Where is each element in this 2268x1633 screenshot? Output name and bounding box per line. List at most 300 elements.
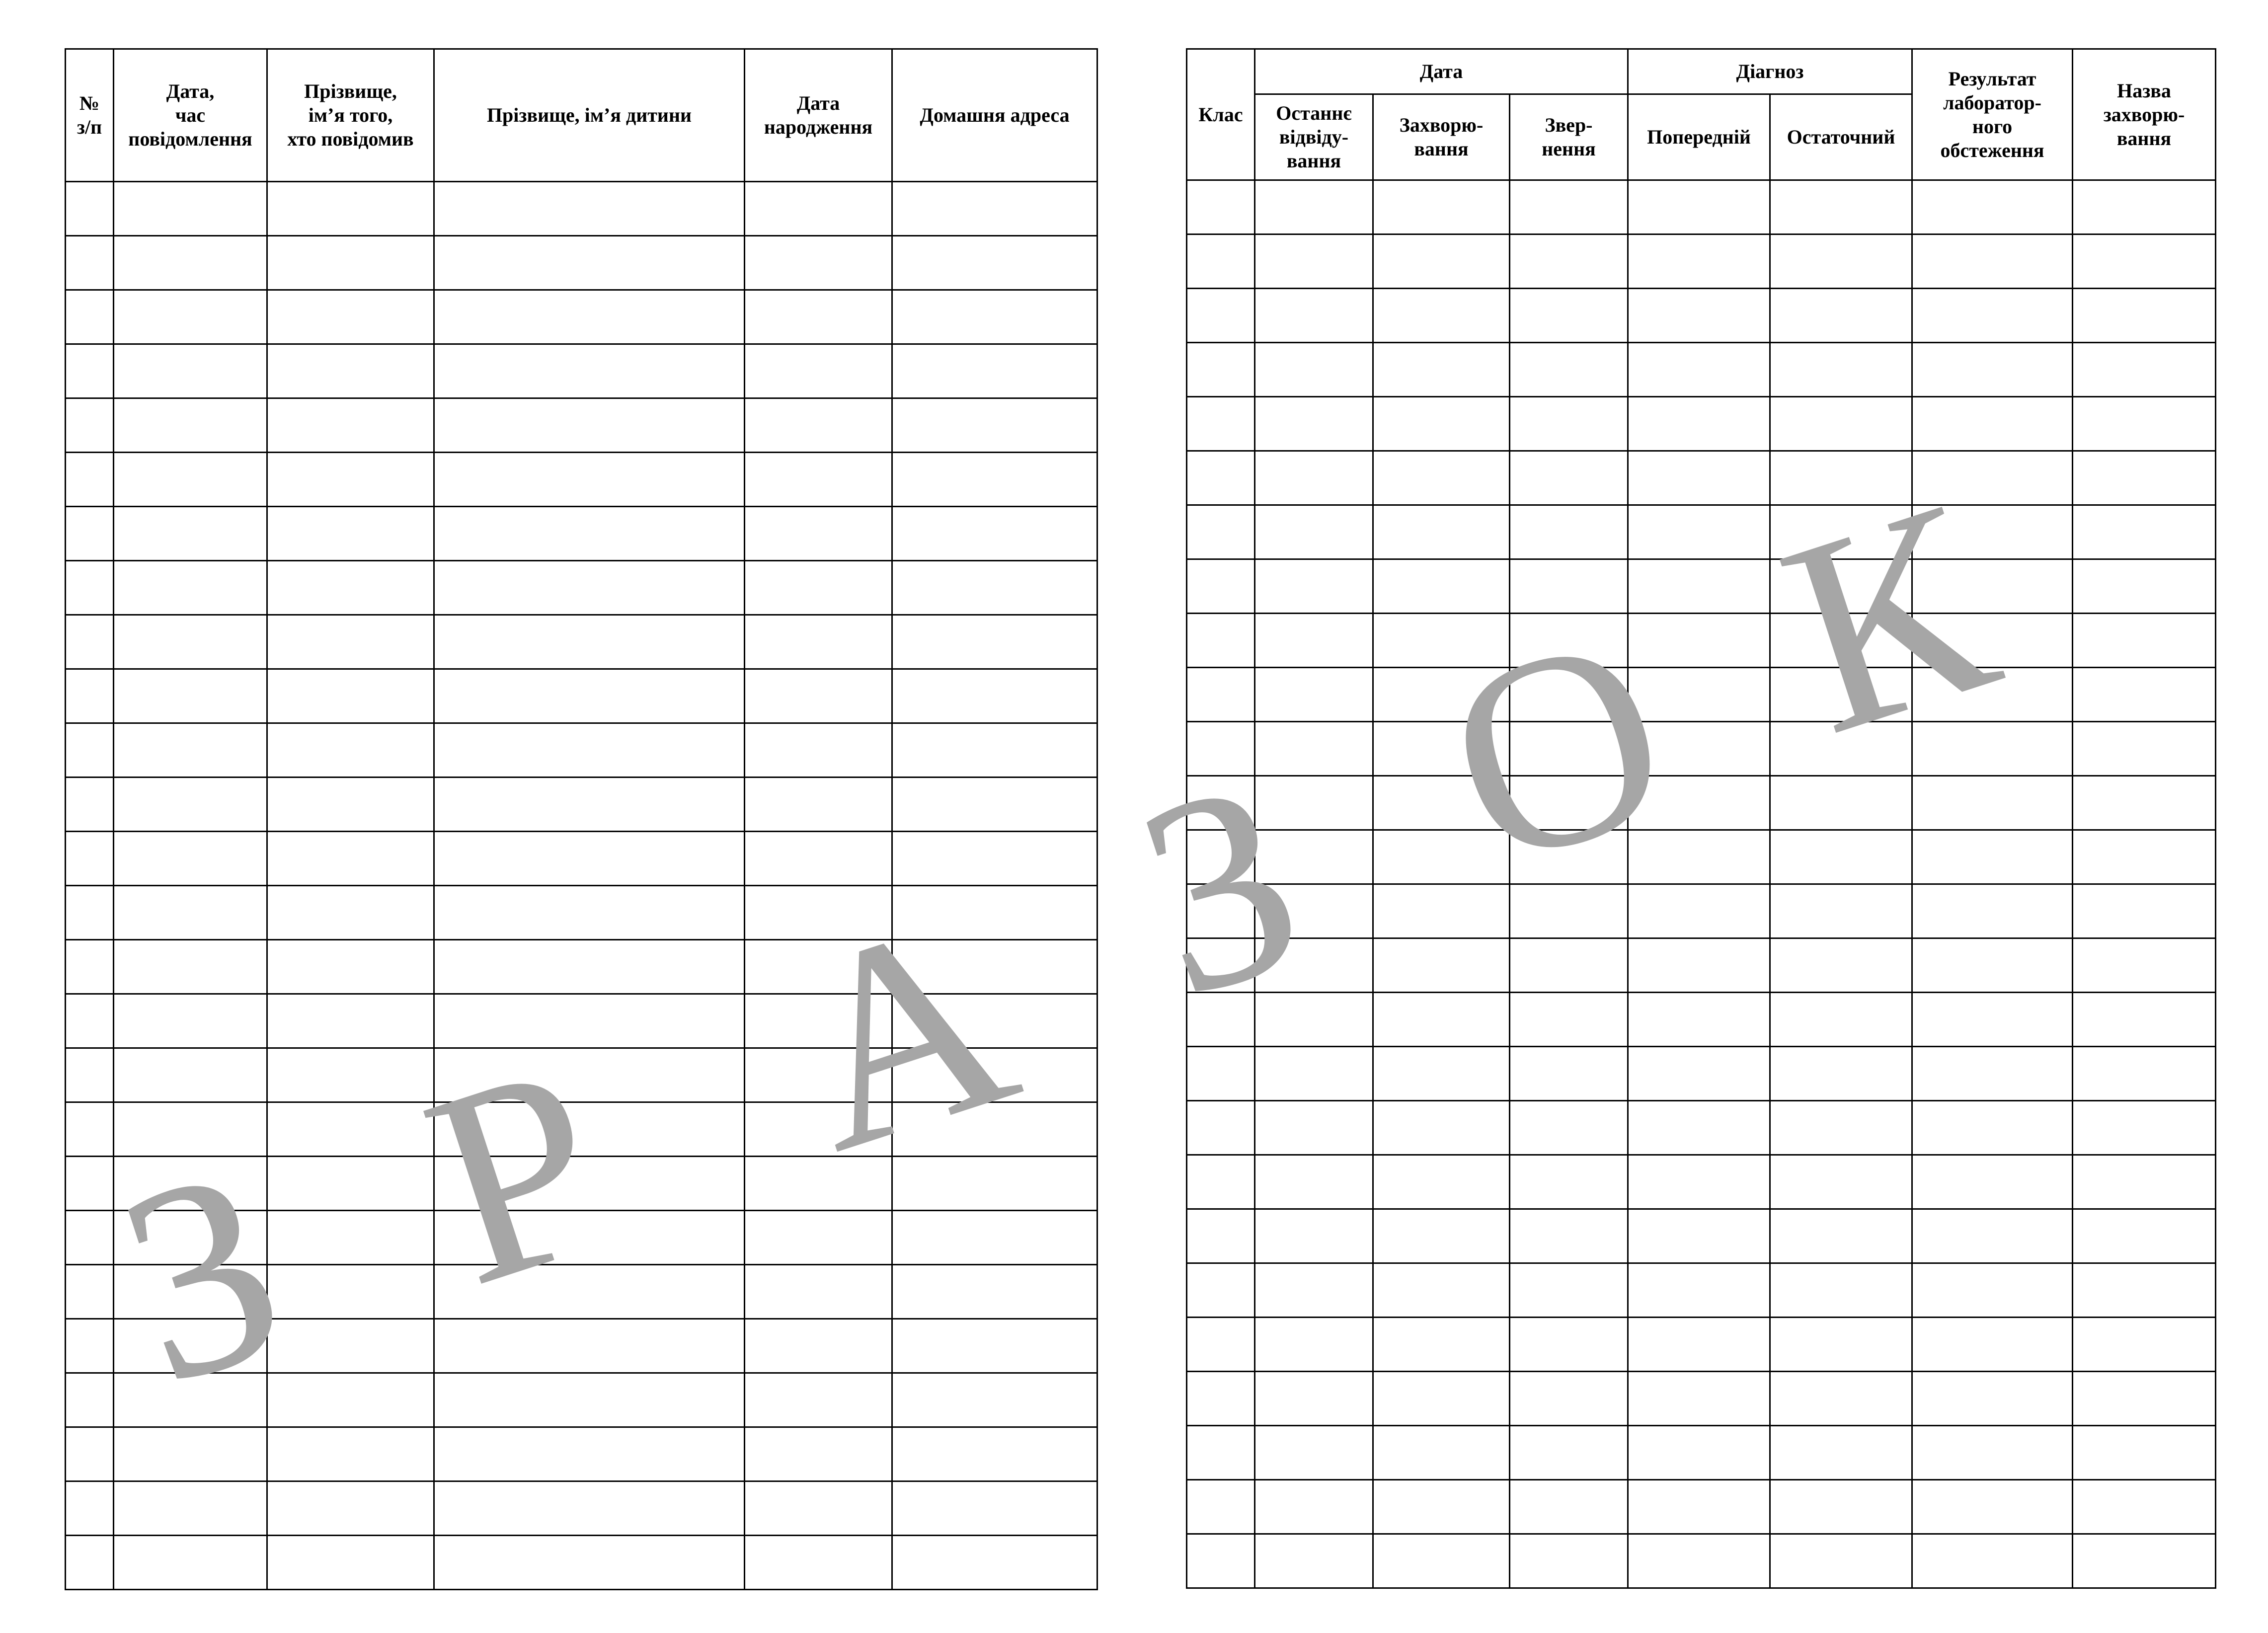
- table-cell[interactable]: [434, 236, 745, 290]
- table-cell[interactable]: [1628, 830, 1770, 884]
- table-cell[interactable]: [267, 615, 434, 669]
- table-cell[interactable]: [1628, 614, 1770, 668]
- table-cell[interactable]: [1912, 397, 2073, 451]
- table-cell[interactable]: [1770, 234, 1912, 289]
- table-cell[interactable]: [1912, 884, 2073, 938]
- table-cell[interactable]: [1255, 289, 1373, 343]
- table-cell[interactable]: [1628, 722, 1770, 776]
- table-cell[interactable]: [66, 778, 114, 832]
- table-cell[interactable]: [2073, 1318, 2216, 1372]
- table-cell[interactable]: [114, 1211, 267, 1265]
- table-cell[interactable]: [1912, 1318, 2073, 1372]
- table-cell[interactable]: [267, 669, 434, 723]
- table-cell[interactable]: [745, 940, 892, 994]
- table-cell[interactable]: [1373, 614, 1510, 668]
- table-cell[interactable]: [1510, 993, 1628, 1047]
- table-cell[interactable]: [1770, 830, 1912, 884]
- table-cell[interactable]: [1187, 180, 1255, 234]
- table-cell[interactable]: [745, 778, 892, 832]
- table-cell[interactable]: [2073, 289, 2216, 343]
- table-cell[interactable]: [1770, 559, 1912, 614]
- table-cell[interactable]: [1628, 451, 1770, 505]
- table-cell[interactable]: [1187, 397, 1255, 451]
- table-cell[interactable]: [745, 1536, 892, 1590]
- table-cell[interactable]: [1255, 1047, 1373, 1101]
- table-cell[interactable]: [745, 236, 892, 290]
- table-cell[interactable]: [1373, 993, 1510, 1047]
- table-cell[interactable]: [66, 1211, 114, 1265]
- table-cell[interactable]: [1770, 722, 1912, 776]
- table-cell[interactable]: [434, 1319, 745, 1373]
- table-cell[interactable]: [1255, 776, 1373, 830]
- table-cell[interactable]: [66, 453, 114, 507]
- table-cell[interactable]: [1255, 505, 1373, 559]
- table-cell[interactable]: [267, 1211, 434, 1265]
- table-cell[interactable]: [1628, 180, 1770, 234]
- table-cell[interactable]: [892, 344, 1097, 398]
- table-cell[interactable]: [1628, 884, 1770, 938]
- table-cell[interactable]: [1187, 289, 1255, 343]
- table-cell[interactable]: [1255, 993, 1373, 1047]
- table-cell[interactable]: [745, 886, 892, 940]
- table-cell[interactable]: [1187, 1263, 1255, 1318]
- table-cell[interactable]: [1912, 830, 2073, 884]
- table-cell[interactable]: [434, 561, 745, 615]
- table-cell[interactable]: [892, 1102, 1097, 1157]
- table-cell[interactable]: [1373, 1426, 1510, 1480]
- table-cell[interactable]: [1770, 505, 1912, 559]
- table-cell[interactable]: [1912, 180, 2073, 234]
- table-cell[interactable]: [1373, 1209, 1510, 1263]
- table-cell[interactable]: [892, 1211, 1097, 1265]
- table-cell[interactable]: [1628, 776, 1770, 830]
- table-cell[interactable]: [434, 1481, 745, 1536]
- table-cell[interactable]: [1255, 1155, 1373, 1209]
- table-cell[interactable]: [1510, 668, 1628, 722]
- table-cell[interactable]: [267, 1373, 434, 1427]
- table-cell[interactable]: [1510, 1426, 1628, 1480]
- table-cell[interactable]: [1510, 1534, 1628, 1588]
- table-cell[interactable]: [1912, 343, 2073, 397]
- table-cell[interactable]: [1373, 1318, 1510, 1372]
- table-cell[interactable]: [267, 1319, 434, 1373]
- table-cell[interactable]: [434, 1157, 745, 1211]
- table-cell[interactable]: [2073, 1372, 2216, 1426]
- table-cell[interactable]: [892, 1048, 1097, 1102]
- table-cell[interactable]: [1255, 1426, 1373, 1480]
- table-cell[interactable]: [745, 507, 892, 561]
- table-cell[interactable]: [1510, 938, 1628, 993]
- table-cell[interactable]: [2073, 614, 2216, 668]
- table-cell[interactable]: [1628, 289, 1770, 343]
- table-cell[interactable]: [1770, 993, 1912, 1047]
- table-cell[interactable]: [434, 453, 745, 507]
- table-cell[interactable]: [1187, 1155, 1255, 1209]
- table-cell[interactable]: [892, 561, 1097, 615]
- table-cell[interactable]: [114, 1481, 267, 1536]
- table-cell[interactable]: [1628, 1155, 1770, 1209]
- table-cell[interactable]: [267, 453, 434, 507]
- table-cell[interactable]: [1510, 776, 1628, 830]
- table-cell[interactable]: [1373, 1101, 1510, 1155]
- table-cell[interactable]: [1187, 614, 1255, 668]
- table-cell[interactable]: [1628, 559, 1770, 614]
- table-cell[interactable]: [745, 615, 892, 669]
- table-cell[interactable]: [2073, 1263, 2216, 1318]
- table-cell[interactable]: [1628, 1426, 1770, 1480]
- table-cell[interactable]: [1770, 668, 1912, 722]
- table-cell[interactable]: [267, 940, 434, 994]
- table-cell[interactable]: [1510, 505, 1628, 559]
- table-cell[interactable]: [1628, 1372, 1770, 1426]
- table-cell[interactable]: [1912, 938, 2073, 993]
- table-cell[interactable]: [434, 1102, 745, 1157]
- table-cell[interactable]: [1912, 1209, 2073, 1263]
- table-cell[interactable]: [1373, 830, 1510, 884]
- table-cell[interactable]: [66, 236, 114, 290]
- table-cell[interactable]: [1770, 289, 1912, 343]
- table-cell[interactable]: [745, 1319, 892, 1373]
- table-cell[interactable]: [1912, 289, 2073, 343]
- table-cell[interactable]: [114, 236, 267, 290]
- table-cell[interactable]: [1255, 1263, 1373, 1318]
- table-cell[interactable]: [114, 994, 267, 1048]
- table-cell[interactable]: [267, 182, 434, 236]
- table-cell[interactable]: [267, 1157, 434, 1211]
- table-cell[interactable]: [1770, 397, 1912, 451]
- table-cell[interactable]: [745, 182, 892, 236]
- table-cell[interactable]: [2073, 397, 2216, 451]
- table-cell[interactable]: [1510, 722, 1628, 776]
- table-cell[interactable]: [1373, 722, 1510, 776]
- table-cell[interactable]: [1912, 234, 2073, 289]
- table-cell[interactable]: [745, 723, 892, 778]
- table-cell[interactable]: [1187, 1426, 1255, 1480]
- table-cell[interactable]: [66, 1048, 114, 1102]
- table-cell[interactable]: [1770, 1318, 1912, 1372]
- table-cell[interactable]: [1510, 1318, 1628, 1372]
- table-cell[interactable]: [1628, 1101, 1770, 1155]
- table-cell[interactable]: [267, 1481, 434, 1536]
- table-cell[interactable]: [745, 561, 892, 615]
- table-cell[interactable]: [745, 1427, 892, 1481]
- table-cell[interactable]: [1770, 614, 1912, 668]
- table-cell[interactable]: [1770, 1155, 1912, 1209]
- table-cell[interactable]: [745, 1102, 892, 1157]
- table-cell[interactable]: [1255, 668, 1373, 722]
- table-cell[interactable]: [434, 615, 745, 669]
- table-cell[interactable]: [1912, 451, 2073, 505]
- table-cell[interactable]: [1770, 884, 1912, 938]
- table-cell[interactable]: [2073, 722, 2216, 776]
- table-cell[interactable]: [1255, 343, 1373, 397]
- table-cell[interactable]: [745, 1265, 892, 1319]
- table-cell[interactable]: [267, 1048, 434, 1102]
- table-cell[interactable]: [1510, 180, 1628, 234]
- table-cell[interactable]: [1510, 1101, 1628, 1155]
- table-cell[interactable]: [1373, 938, 1510, 993]
- table-cell[interactable]: [745, 1481, 892, 1536]
- table-cell[interactable]: [2073, 451, 2216, 505]
- table-cell[interactable]: [745, 1211, 892, 1265]
- table-cell[interactable]: [1187, 776, 1255, 830]
- table-cell[interactable]: [1187, 722, 1255, 776]
- table-cell[interactable]: [745, 1373, 892, 1427]
- table-cell[interactable]: [892, 778, 1097, 832]
- table-cell[interactable]: [2073, 180, 2216, 234]
- table-cell[interactable]: [2073, 1534, 2216, 1588]
- table-cell[interactable]: [66, 723, 114, 778]
- table-cell[interactable]: [114, 344, 267, 398]
- table-cell[interactable]: [267, 344, 434, 398]
- table-cell[interactable]: [1373, 776, 1510, 830]
- table-cell[interactable]: [892, 615, 1097, 669]
- table-cell[interactable]: [66, 344, 114, 398]
- table-cell[interactable]: [434, 398, 745, 453]
- table-cell[interactable]: [434, 1427, 745, 1481]
- table-cell[interactable]: [267, 886, 434, 940]
- table-cell[interactable]: [892, 832, 1097, 886]
- table-cell[interactable]: [1187, 1209, 1255, 1263]
- table-cell[interactable]: [66, 669, 114, 723]
- table-cell[interactable]: [1770, 343, 1912, 397]
- table-cell[interactable]: [114, 398, 267, 453]
- table-cell[interactable]: [1770, 1480, 1912, 1534]
- table-cell[interactable]: [2073, 1155, 2216, 1209]
- table-cell[interactable]: [114, 615, 267, 669]
- table-cell[interactable]: [1187, 1372, 1255, 1426]
- table-cell[interactable]: [434, 1048, 745, 1102]
- table-cell[interactable]: [1187, 993, 1255, 1047]
- table-cell[interactable]: [1255, 614, 1373, 668]
- table-cell[interactable]: [2073, 343, 2216, 397]
- table-cell[interactable]: [1373, 451, 1510, 505]
- table-cell[interactable]: [1628, 1047, 1770, 1101]
- table-cell[interactable]: [1255, 938, 1373, 993]
- table-cell[interactable]: [66, 1265, 114, 1319]
- table-cell[interactable]: [267, 561, 434, 615]
- table-cell[interactable]: [1912, 668, 2073, 722]
- table-cell[interactable]: [745, 1048, 892, 1102]
- table-cell[interactable]: [892, 236, 1097, 290]
- table-cell[interactable]: [1373, 397, 1510, 451]
- table-cell[interactable]: [1255, 830, 1373, 884]
- table-cell[interactable]: [2073, 234, 2216, 289]
- table-cell[interactable]: [1628, 1263, 1770, 1318]
- table-cell[interactable]: [892, 1265, 1097, 1319]
- table-cell[interactable]: [1770, 1534, 1912, 1588]
- table-cell[interactable]: [892, 507, 1097, 561]
- table-cell[interactable]: [1628, 1480, 1770, 1534]
- table-cell[interactable]: [114, 290, 267, 344]
- table-cell[interactable]: [114, 940, 267, 994]
- table-cell[interactable]: [892, 398, 1097, 453]
- table-cell[interactable]: [1255, 1101, 1373, 1155]
- table-cell[interactable]: [66, 398, 114, 453]
- table-cell[interactable]: [1510, 559, 1628, 614]
- table-cell[interactable]: [434, 1536, 745, 1590]
- table-cell[interactable]: [1770, 1209, 1912, 1263]
- table-cell[interactable]: [114, 1373, 267, 1427]
- table-cell[interactable]: [1770, 180, 1912, 234]
- table-cell[interactable]: [2073, 884, 2216, 938]
- table-cell[interactable]: [1628, 938, 1770, 993]
- table-cell[interactable]: [1510, 234, 1628, 289]
- table-cell[interactable]: [1510, 884, 1628, 938]
- table-cell[interactable]: [267, 398, 434, 453]
- table-cell[interactable]: [1628, 993, 1770, 1047]
- table-cell[interactable]: [114, 778, 267, 832]
- table-cell[interactable]: [745, 290, 892, 344]
- table-cell[interactable]: [1770, 776, 1912, 830]
- table-cell[interactable]: [434, 723, 745, 778]
- table-cell[interactable]: [66, 182, 114, 236]
- table-cell[interactable]: [66, 507, 114, 561]
- table-cell[interactable]: [1912, 993, 2073, 1047]
- table-cell[interactable]: [66, 1427, 114, 1481]
- table-cell[interactable]: [1510, 343, 1628, 397]
- table-cell[interactable]: [2073, 1101, 2216, 1155]
- table-cell[interactable]: [66, 1102, 114, 1157]
- table-cell[interactable]: [1187, 1534, 1255, 1588]
- table-cell[interactable]: [1255, 1534, 1373, 1588]
- table-cell[interactable]: [66, 1481, 114, 1536]
- table-cell[interactable]: [114, 453, 267, 507]
- table-cell[interactable]: [1255, 180, 1373, 234]
- table-cell[interactable]: [1912, 776, 2073, 830]
- table-cell[interactable]: [1255, 451, 1373, 505]
- table-cell[interactable]: [267, 1265, 434, 1319]
- table-cell[interactable]: [892, 886, 1097, 940]
- table-cell[interactable]: [1255, 559, 1373, 614]
- table-cell[interactable]: [745, 669, 892, 723]
- table-cell[interactable]: [1373, 1372, 1510, 1426]
- table-cell[interactable]: [1187, 938, 1255, 993]
- table-cell[interactable]: [1187, 451, 1255, 505]
- table-cell[interactable]: [1510, 451, 1628, 505]
- table-cell[interactable]: [114, 1048, 267, 1102]
- table-cell[interactable]: [114, 507, 267, 561]
- table-cell[interactable]: [434, 994, 745, 1048]
- table-cell[interactable]: [114, 1319, 267, 1373]
- table-cell[interactable]: [1373, 1047, 1510, 1101]
- table-cell[interactable]: [114, 669, 267, 723]
- table-cell[interactable]: [892, 1481, 1097, 1536]
- table-cell[interactable]: [1255, 884, 1373, 938]
- table-cell[interactable]: [434, 778, 745, 832]
- table-cell[interactable]: [434, 1211, 745, 1265]
- table-cell[interactable]: [1912, 1101, 2073, 1155]
- table-cell[interactable]: [1373, 289, 1510, 343]
- table-cell[interactable]: [1628, 1534, 1770, 1588]
- table-cell[interactable]: [1510, 1047, 1628, 1101]
- table-cell[interactable]: [1628, 505, 1770, 559]
- table-cell[interactable]: [1912, 1426, 2073, 1480]
- table-cell[interactable]: [66, 994, 114, 1048]
- table-cell[interactable]: [2073, 938, 2216, 993]
- table-cell[interactable]: [892, 940, 1097, 994]
- table-cell[interactable]: [1187, 884, 1255, 938]
- table-cell[interactable]: [1912, 614, 2073, 668]
- table-cell[interactable]: [434, 290, 745, 344]
- table-cell[interactable]: [2073, 1426, 2216, 1480]
- table-cell[interactable]: [114, 1427, 267, 1481]
- table-cell[interactable]: [1770, 1101, 1912, 1155]
- table-cell[interactable]: [1187, 1318, 1255, 1372]
- table-cell[interactable]: [434, 1265, 745, 1319]
- table-cell[interactable]: [892, 723, 1097, 778]
- table-cell[interactable]: [1628, 668, 1770, 722]
- table-cell[interactable]: [114, 182, 267, 236]
- table-cell[interactable]: [1255, 234, 1373, 289]
- table-cell[interactable]: [892, 1157, 1097, 1211]
- table-cell[interactable]: [114, 561, 267, 615]
- table-cell[interactable]: [267, 778, 434, 832]
- table-cell[interactable]: [1187, 505, 1255, 559]
- table-cell[interactable]: [1255, 1372, 1373, 1426]
- table-cell[interactable]: [1912, 1263, 2073, 1318]
- table-cell[interactable]: [1912, 559, 2073, 614]
- table-cell[interactable]: [892, 1373, 1097, 1427]
- table-cell[interactable]: [1187, 1101, 1255, 1155]
- table-cell[interactable]: [1510, 1155, 1628, 1209]
- table-cell[interactable]: [1510, 614, 1628, 668]
- table-cell[interactable]: [1187, 1480, 1255, 1534]
- table-cell[interactable]: [1628, 234, 1770, 289]
- table-cell[interactable]: [745, 453, 892, 507]
- table-cell[interactable]: [66, 1373, 114, 1427]
- table-cell[interactable]: [745, 832, 892, 886]
- table-cell[interactable]: [66, 615, 114, 669]
- table-cell[interactable]: [1628, 1209, 1770, 1263]
- table-cell[interactable]: [267, 1427, 434, 1481]
- table-cell[interactable]: [114, 832, 267, 886]
- table-cell[interactable]: [2073, 1209, 2216, 1263]
- table-cell[interactable]: [1373, 559, 1510, 614]
- table-cell[interactable]: [1912, 1534, 2073, 1588]
- table-cell[interactable]: [1373, 1155, 1510, 1209]
- table-cell[interactable]: [66, 561, 114, 615]
- table-cell[interactable]: [267, 1536, 434, 1590]
- table-cell[interactable]: [1510, 289, 1628, 343]
- table-cell[interactable]: [1770, 451, 1912, 505]
- table-cell[interactable]: [267, 236, 434, 290]
- table-cell[interactable]: [1255, 397, 1373, 451]
- table-cell[interactable]: [66, 832, 114, 886]
- table-cell[interactable]: [1510, 1372, 1628, 1426]
- table-cell[interactable]: [1912, 505, 2073, 559]
- table-cell[interactable]: [66, 1319, 114, 1373]
- table-cell[interactable]: [66, 1536, 114, 1590]
- table-cell[interactable]: [1510, 830, 1628, 884]
- table-cell[interactable]: [892, 453, 1097, 507]
- table-cell[interactable]: [434, 886, 745, 940]
- table-cell[interactable]: [1912, 1372, 2073, 1426]
- table-cell[interactable]: [2073, 830, 2216, 884]
- table-cell[interactable]: [114, 886, 267, 940]
- table-cell[interactable]: [1510, 397, 1628, 451]
- table-cell[interactable]: [1770, 1426, 1912, 1480]
- table-cell[interactable]: [66, 1157, 114, 1211]
- table-cell[interactable]: [66, 290, 114, 344]
- table-cell[interactable]: [1770, 1047, 1912, 1101]
- table-cell[interactable]: [434, 182, 745, 236]
- table-cell[interactable]: [745, 1157, 892, 1211]
- table-cell[interactable]: [1255, 1209, 1373, 1263]
- table-cell[interactable]: [1510, 1480, 1628, 1534]
- table-cell[interactable]: [1255, 1318, 1373, 1372]
- table-cell[interactable]: [1770, 1372, 1912, 1426]
